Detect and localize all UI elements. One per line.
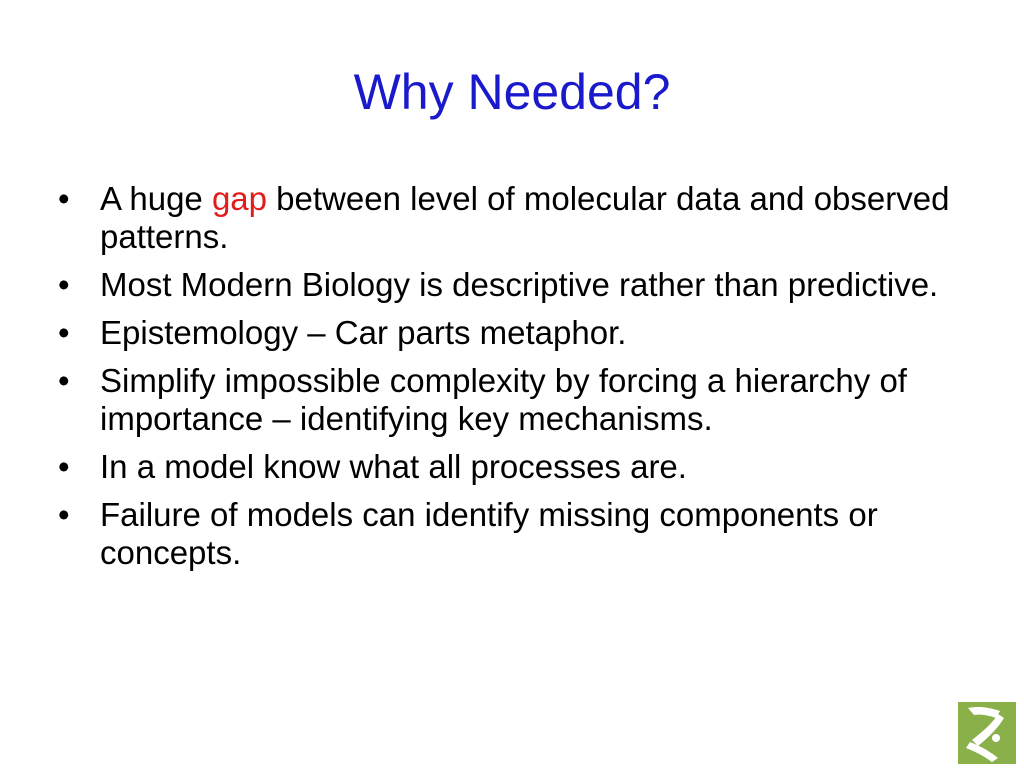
bullet-6-text: Failure of models can identify missing components or concepts. xyxy=(100,496,878,571)
bullet-marker: • xyxy=(58,496,70,533)
bullet-marker: • xyxy=(58,314,70,351)
slide-title: Why Needed? xyxy=(353,64,671,120)
bullet-list xyxy=(56,180,986,582)
bullet-item-1 xyxy=(56,180,986,256)
bullet-1-pre: A huge xyxy=(100,180,212,217)
bullet-item-4 xyxy=(56,362,986,438)
bullet-3-text: Epistemology – Car parts metaphor. xyxy=(100,314,627,351)
bullet-marker: • xyxy=(58,362,70,399)
bullet-2-text: Most Modern Biology is descriptive rather than predictive. xyxy=(100,266,939,303)
bullet-item-2 xyxy=(56,266,986,304)
bullet-item-6 xyxy=(56,496,986,572)
logo-icon xyxy=(958,702,1016,764)
bullet-1-post: between level of molecular data and observed patterns. xyxy=(100,180,950,255)
bullet-4-text: Simplify impossible complexity by forcing a hierarchy of importance – identifying key mechanisms. xyxy=(100,362,907,437)
bullet-marker: • xyxy=(58,266,70,303)
bullet-marker: • xyxy=(58,448,70,485)
bullet-item-5 xyxy=(56,448,986,486)
bullet-marker: • xyxy=(58,180,70,217)
bullet-item-3 xyxy=(56,314,986,352)
bullet-1-highlight: gap xyxy=(211,180,268,217)
bullet-5-text: In a model know what all processes are. xyxy=(100,448,687,485)
